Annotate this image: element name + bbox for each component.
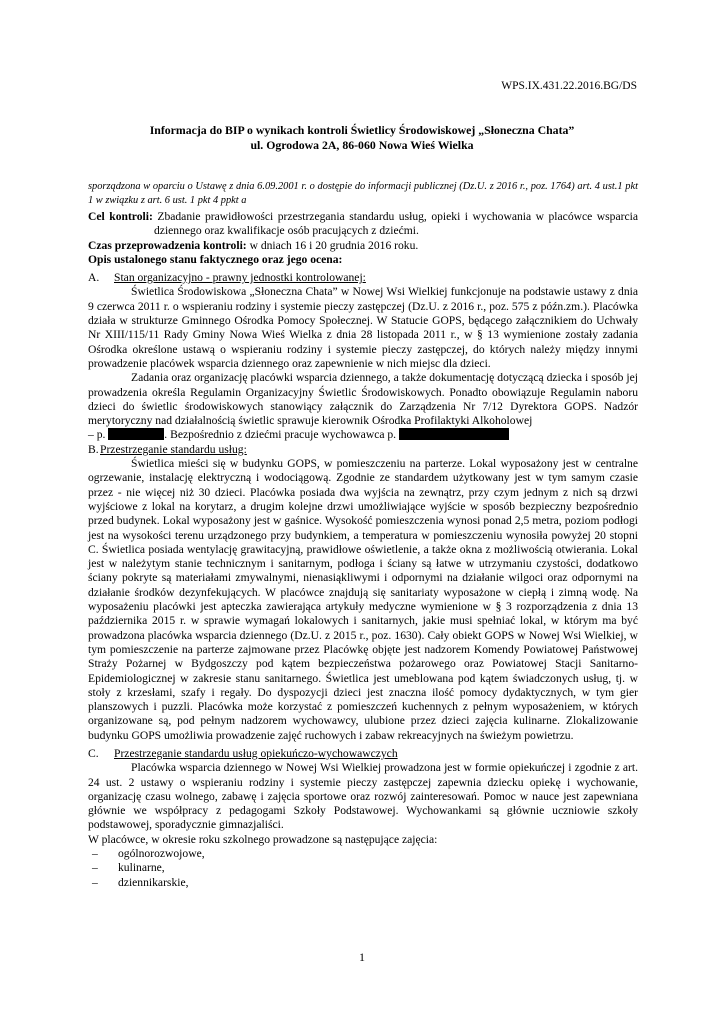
section-c-paragraph-1: Placówka wsparcia dziennego w Nowej Wsi Wielkiej prowadzona jest w formie opiekuńczej i zgodnie z art. 24 ust. 2 ustawy o wspieraniu rodziny i systemie pieczy zastępczej zapewnia dziecku opiekę i wychowanie, organizację czasu wolnego, zabawę i zajęcia sportowe oraz rozwój zainteresowań. Pomoc w nauce jest zapewniana głównie we współpracy z pedagogami Szkoły Podstawowej. Wychowankami są głównie uczniowie szkoły podstawowej, sporadycznie gimnazjaliści.	[88, 761, 638, 832]
control-aim-text-2: dziennego oraz kwalifikacje osób pracujących z dziećmi.	[154, 224, 419, 238]
section-a-letter: A.	[88, 271, 100, 285]
control-aim-label: Cel kontroli:	[88, 210, 153, 223]
page-number: 1	[359, 950, 365, 964]
control-time	[88, 239, 638, 253]
section-c-heading	[88, 747, 638, 761]
section-c-list-intro: W placówce, w okresie roku szkolnego prowadzone są następujące zajęcia:	[88, 832, 438, 846]
list-item: – kulinarne,	[88, 861, 638, 875]
list-item: – ogólnorozwojowe,	[88, 847, 638, 861]
section-b-paragraph-1: Świetlica mieści się w budynku GOPS, w pomieszczeniu na parterze. Lokal wyposażony jest w centralne ogrzewanie, instalację elektryczną i wodociągową. Zgodnie ze standardem użytkowany jest w tym samym czasie przez - nie więcej niż 30 dzieci. Placówka posiada dwa wyjścia na zewnątrz, przy czym jednym z nich są drzwi wyjściowe z lokal na korytarz, a drugim kolejne drzwi umożliwiające wyjście w sposób bezpieczny bezpośrednio przed budynek. Lokal wyposażony jest w gaśnice. Wysokość pomieszczenia wynosi ponad 2,5 metra, poziom podłogi jest na wysokości terenu urządzonego przy budynkiem, a temperatura w pomieszczeniu wynosiła powyżej 20 stopni C. Świetlica posiada wentylację grawitacyjną, prawidłowe oświetlenie, a także okna z możliwością otwierania. Lokal jest w należytym stanie technicznym i sanitarnym, podłoga i ściany są łatwe w utrzymaniu czystości, dodatkowo ściany pokryte są materiałami zmywalnymi, nienasiąkliwymi i odpornymi na działanie wilgoci oraz odpornymi na działanie środków dezynfekujących. W placówce znajdują się sanitariaty wyposażone w ciepłą i zimną wodę. Na wyposażeniu placówki jest apteczka zawierająca artykuły medyczne wymienione w § 3 rozporządzenia z dnia 13 października 2015 r. w sprawie wymagań lokalowych i sanitarnych, jakie musi spełniać lokal, w którym ma być prowadzona placówka wsparcia dziennego (Dz.U. z 2015 r., poz. 1630). Cały obiekt GOPS w Nowej Wsi Wielkiej, w tym pomieszczenie na parterze zajmowane przez Placówkę objęte jest nadzorem Komendy Powiatowej Państwowej Straży Pożarnej w Bydgoszczy pod kątem bezpieczeństwa pożarowego oraz Powiatowej Stacji Sanitarno-Epidemiologicznej w zakresie stanu sanitarnego. Świetlica jest umeblowana pod kątem świadczonych usług, tj. w stoły z krzesłami, szafy i regały. Do dyspozycji dzieci jest znaczna ilość pomocy dydaktycznych, w tym gier planszowych i puzzli. Placówka może korzystać z pomieszczeń kuchennych z pełnym wyposażeniem, w których organizowane są, pod pełnym nadzorem wychowawcy, ulubione przez dzieci zajęcia kulinarne. Zlokalizowanie budynku GOPS umożliwia prowadzenie zajęć ruchowych i zabaw rekreacyjnych na świeżym powietrzu.	[88, 457, 638, 742]
supervisor-prefix: – p.	[88, 428, 106, 442]
control-aim-text-1: Zbadanie prawidłowości przestrzegania standardu usług, opieki i wychowania w placówce wsparcia	[157, 210, 638, 223]
section-b-title: Przestrzeganie standardu usług:	[100, 442, 247, 456]
document-reference-number: WPS.IX.431.22.2016.BG/DS	[501, 80, 637, 92]
section-a-title: Stan organizacyjno - prawny jednostki kontrolowanej:	[114, 271, 366, 285]
control-time-label: Czas przeprowadzenia kontroli:	[88, 238, 247, 252]
document-title	[88, 123, 636, 153]
list-item: – dziennikarskie,	[88, 876, 638, 890]
document-body	[88, 210, 638, 890]
section-c-letter: C.	[88, 746, 99, 760]
activities-list	[88, 847, 638, 890]
educator-text: . Bezpośrednio z dziećmi pracuje wychowawca p.	[164, 428, 397, 442]
section-b-letter: B.	[88, 442, 99, 456]
section-a-paragraph-1: Świetlica Środowiskowa „Słoneczna Chata” w Nowej Wsi Wielkiej funkcjonuje na podstawie ustawy z dnia 9 czerwca 2011 r. o wspieraniu rodziny i systemie pieczy zastępczej (Dz.U. z 2016 r., poz. 575 z późn.zm.). Placówka działa w strukturze Gminnego Ośrodka Pomocy Społecznej. W Statucie GOPS, będącego załącznikiem do Uchwały Nr XIII/115/11 Rady Gminy Nowa Wieś Wielka z dnia 28 listopada 2011 r., w § 13 wymienione zostały zadania Ośrodka określone ustawą o wspieraniu rodziny i systemie pieczy zastępczej, do których należy między innymi prowadzenie placówek wsparcia dziennego oraz zapewnienie w nich miejsc dla dzieci.	[88, 285, 638, 370]
control-aim	[88, 210, 638, 224]
control-time-text: w dniach 16 i 20 grudnia 2016 roku.	[249, 238, 419, 252]
section-a-heading	[88, 271, 638, 285]
legal-basis-note: sporządzona w oparciu o Ustawę z dnia 6.09.2001 r. o dostępie do informacji publicznej (Dz.U. z 2016 r., poz. 1764) art. 4 ust.1 pkt 1 w związku z art. 6 ust. 1 pkt 4 ppkt a	[88, 181, 638, 206]
redacted-name-1	[108, 428, 164, 440]
section-c-title: Przestrzeganie standardu usług opiekuńczo-wychowawczych	[114, 746, 398, 760]
section-a-paragraph-2-tail	[88, 428, 638, 442]
title-line-2: ul. Ogrodowa 2A, 86-060 Nowa Wieś Wielka	[250, 138, 474, 152]
redacted-name-2	[399, 428, 509, 440]
section-b-heading	[88, 443, 638, 457]
section-a-paragraph-2: Zadania oraz organizację placówki wsparcia dziennego, a także dokumentację dotyczącą dziecka i sposób jej prowadzenia określa Regulamin Organizacyjny Świetlic Środowiskowych. Ponadto obowiązuje Regulamin naboru dzieci do świetlic środowiskowych stanowiący załącznik do Zarządzenia Nr 7/12 Dyrektora GOPS. Nadzór merytoryczny nad działalnością świetlic sprawuje kierownik Ośrodka Profilaktyki Alkoholowej	[88, 371, 638, 428]
title-line-1: Informacja do BIP o wynikach kontroli Świetlicy Środowiskowej „Słoneczna Chata”	[149, 123, 575, 137]
state-heading: Opis ustalonego stanu faktycznego oraz jego ocena:	[88, 252, 343, 266]
